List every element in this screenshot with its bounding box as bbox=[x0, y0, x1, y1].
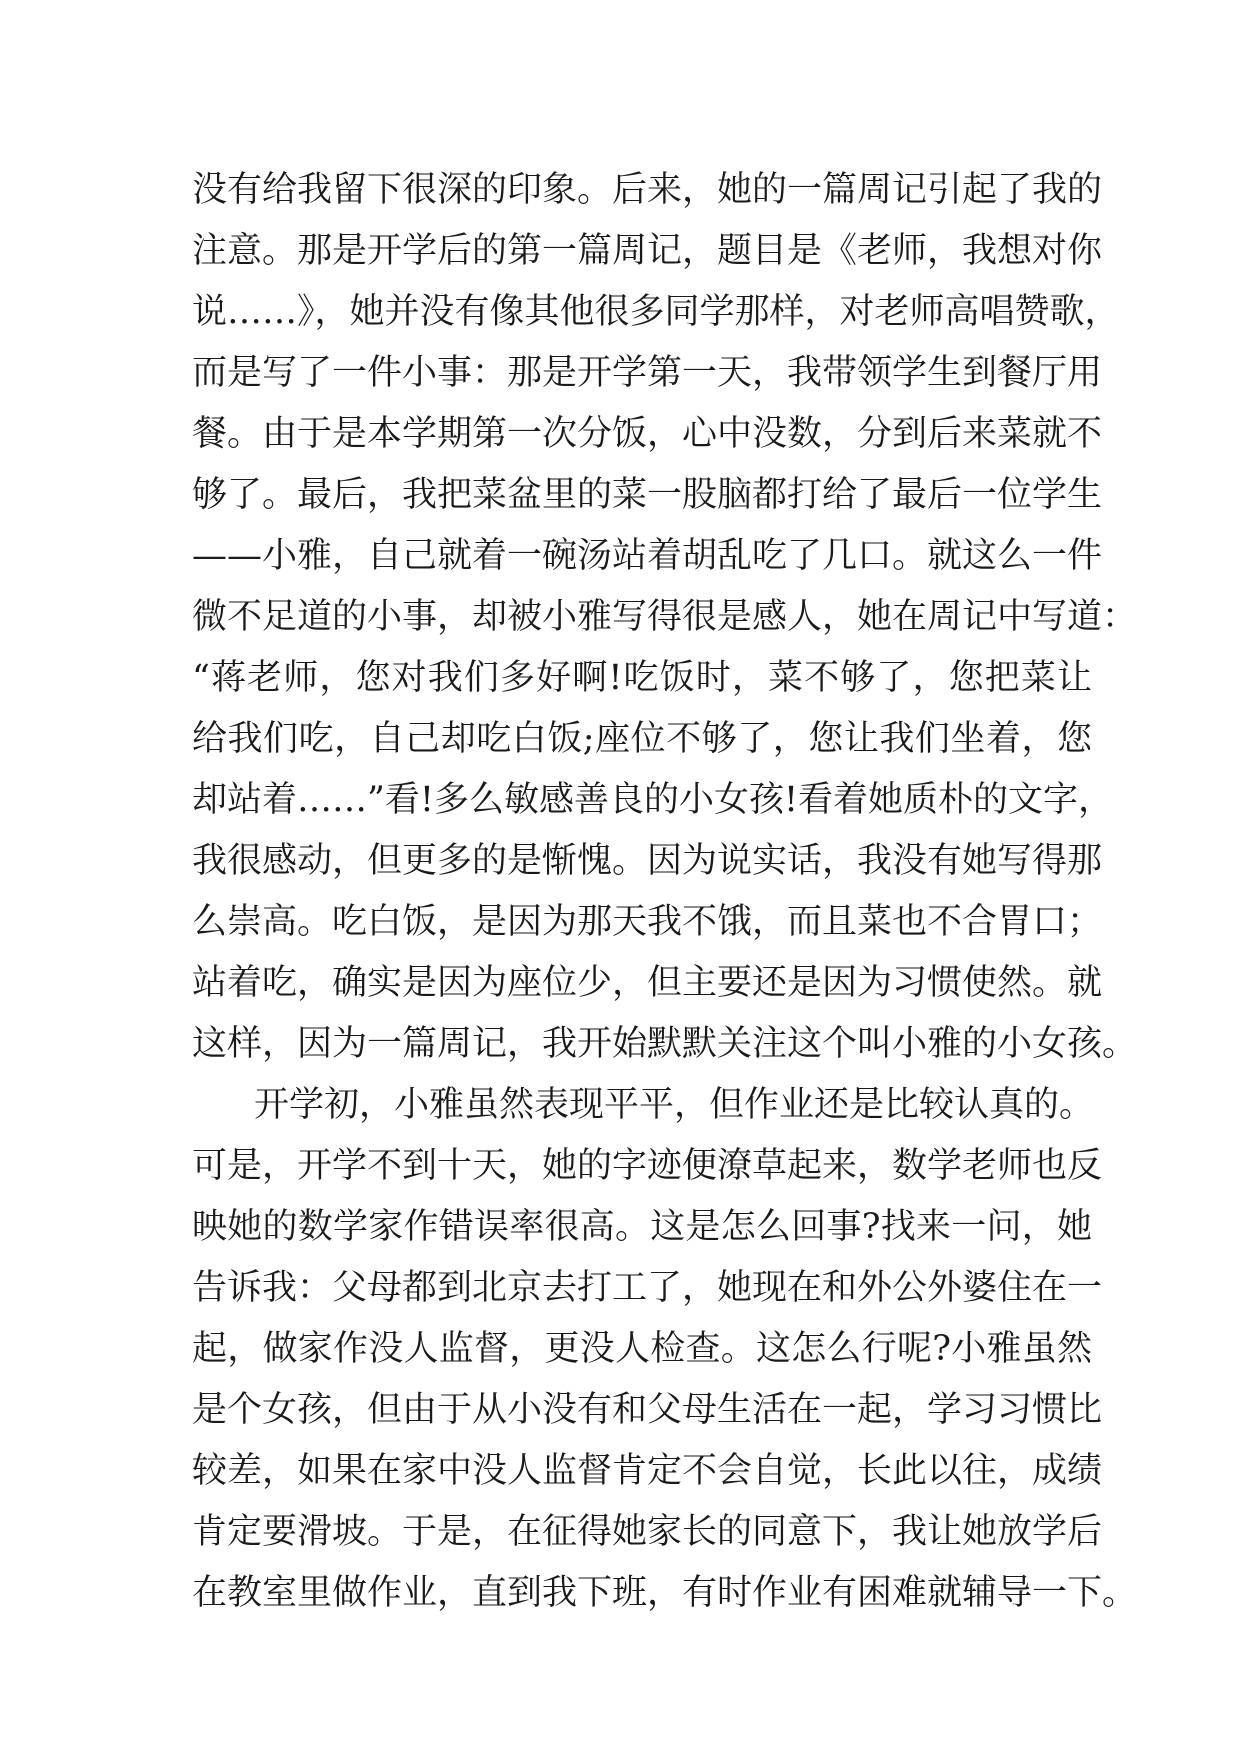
paragraph-1 bbox=[192, 160, 1138, 1075]
text-line: 我很感动，但更多的是惭愧。因为说实话，我没有她写得那 bbox=[192, 841, 1103, 881]
text-line: 开学初，小雅虽然表现平平，但作业还是比较认真的。 bbox=[254, 1085, 1095, 1125]
text-line: 而是写了一件小事：那是开学第一天，我带领学生到餐厅用 bbox=[192, 353, 1103, 393]
text-line: 肯定要滑坡。于是，在征得她家长的同意下，我让她放学后 bbox=[192, 1512, 1103, 1552]
text-line: 却站着……”看!多么敏感善良的小女孩!看着她质朴的文字， bbox=[192, 780, 1114, 820]
text-line: 较差，如果在家中没人监督肯定不会自觉，长此以往，成绩 bbox=[192, 1451, 1103, 1491]
text-line: 映她的数学家作错误率很高。这是怎么回事?找来一问，她 bbox=[192, 1207, 1092, 1247]
text-line: 在教室里做作业，直到我下班，有时作业有困难就辅导一下。 bbox=[192, 1573, 1138, 1613]
text-line: 给我们吃，自己却吃白饭;座位不够了，您让我们坐着，您 bbox=[192, 719, 1092, 759]
text-line: 够了。最后，我把菜盆里的菜一股脑都打给了最后一位学生 bbox=[192, 475, 1103, 515]
text-line: 这样，因为一篇周记，我开始默默关注这个叫小雅的小女孩。 bbox=[192, 1024, 1138, 1064]
text-line: 微不足道的小事，却被小雅写得很是感人，她在周记中写道： bbox=[192, 597, 1138, 637]
text-line: ——小雅，自己就着一碗汤站着胡乱吃了几口。就这么一件 bbox=[192, 536, 1103, 576]
text-line: 可是，开学不到十天，她的字迹便潦草起来，数学老师也反 bbox=[192, 1146, 1103, 1186]
text-line: 起，做家作没人监督，更没人检查。这怎么行呢?小雅虽然 bbox=[192, 1329, 1092, 1369]
text-line: 说……》，她并没有像其他很多同学那样，对老师高唱赞歌， bbox=[192, 292, 1120, 332]
text-line: “蒋老师，您对我们多好啊!吃饭时，菜不够了，您把菜让 bbox=[192, 658, 1092, 698]
text-line: 站着吃，确实是因为座位少，但主要还是因为习惯使然。就 bbox=[192, 963, 1103, 1003]
text-line: 没有给我留下很深的印象。后来，她的一篇周记引起了我的 bbox=[192, 170, 1103, 210]
text-line: 是个女孩，但由于从小没有和父母生活在一起，学习习惯比 bbox=[192, 1390, 1103, 1430]
body-text bbox=[192, 160, 1138, 1624]
text-line: 么崇高。吃白饭，是因为那天我不饿，而且菜也不合胃口； bbox=[192, 902, 1103, 942]
text-line: 注意。那是开学后的第一篇周记，题目是《老师，我想对你 bbox=[192, 231, 1103, 271]
text-line: 告诉我：父母都到北京去打工了，她现在和外公外婆住在一 bbox=[192, 1268, 1103, 1308]
paragraph-2 bbox=[192, 1075, 1138, 1624]
text-line: 餐。由于是本学期第一次分饭，心中没数，分到后来菜就不 bbox=[192, 414, 1103, 454]
